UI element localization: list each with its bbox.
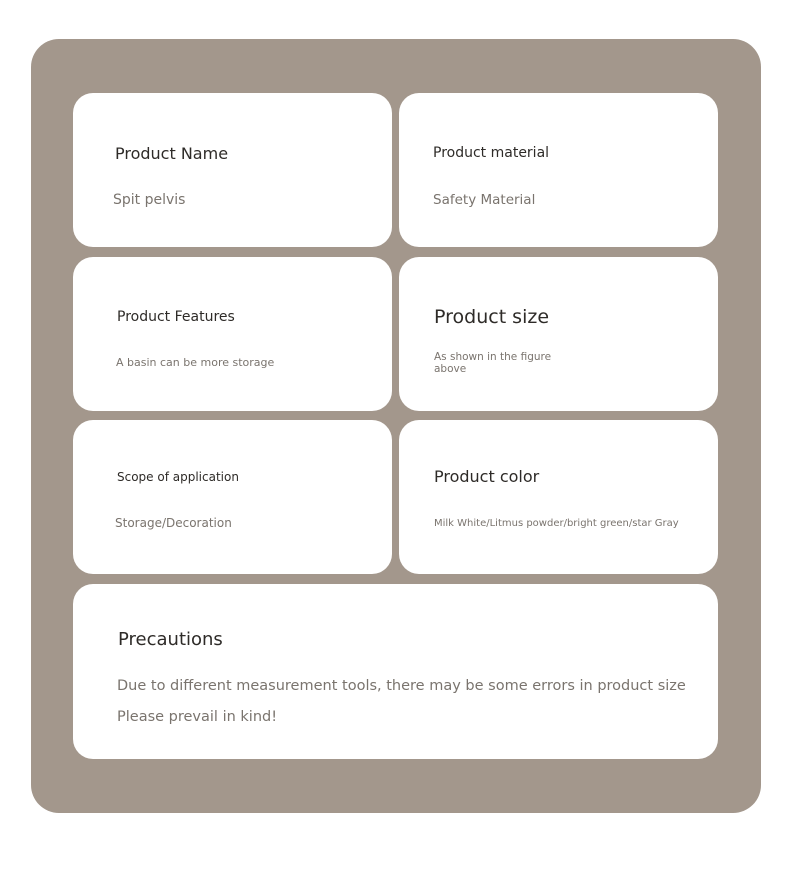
scope-of-application-card bbox=[73, 420, 392, 574]
product-size-value-line1: As shown in the figure bbox=[434, 351, 552, 363]
precautions-line2: Please prevail in kind! bbox=[117, 709, 278, 725]
product-size-label: Product size bbox=[434, 306, 550, 328]
product-color-card bbox=[399, 420, 718, 574]
product-name-value: Spit pelvis bbox=[113, 192, 186, 208]
product-features-value: A basin can be more storage bbox=[116, 356, 275, 369]
precautions-label: Precautions bbox=[118, 629, 223, 650]
product-color-value: Milk White/Litmus powder/bright green/star Gray bbox=[434, 518, 679, 529]
product-material-card bbox=[399, 93, 718, 247]
product-size-value-line2: above bbox=[434, 363, 467, 375]
product-name-card bbox=[73, 93, 392, 247]
product-material-label: Product material bbox=[433, 145, 550, 161]
precautions-line1: Due to different measurement tools, there may be some errors in product size bbox=[117, 678, 686, 694]
product-features-label: Product Features bbox=[117, 309, 235, 325]
product-material-value: Safety Material bbox=[433, 192, 536, 208]
product-name-label: Product Name bbox=[115, 144, 229, 163]
precautions-card bbox=[73, 584, 718, 759]
product-color-label: Product color bbox=[434, 467, 540, 486]
product-features-card bbox=[73, 257, 392, 411]
product-size-card bbox=[399, 257, 718, 411]
scope-of-application-value: Storage/Decoration bbox=[115, 516, 232, 530]
scope-of-application-label: Scope of application bbox=[117, 470, 239, 484]
